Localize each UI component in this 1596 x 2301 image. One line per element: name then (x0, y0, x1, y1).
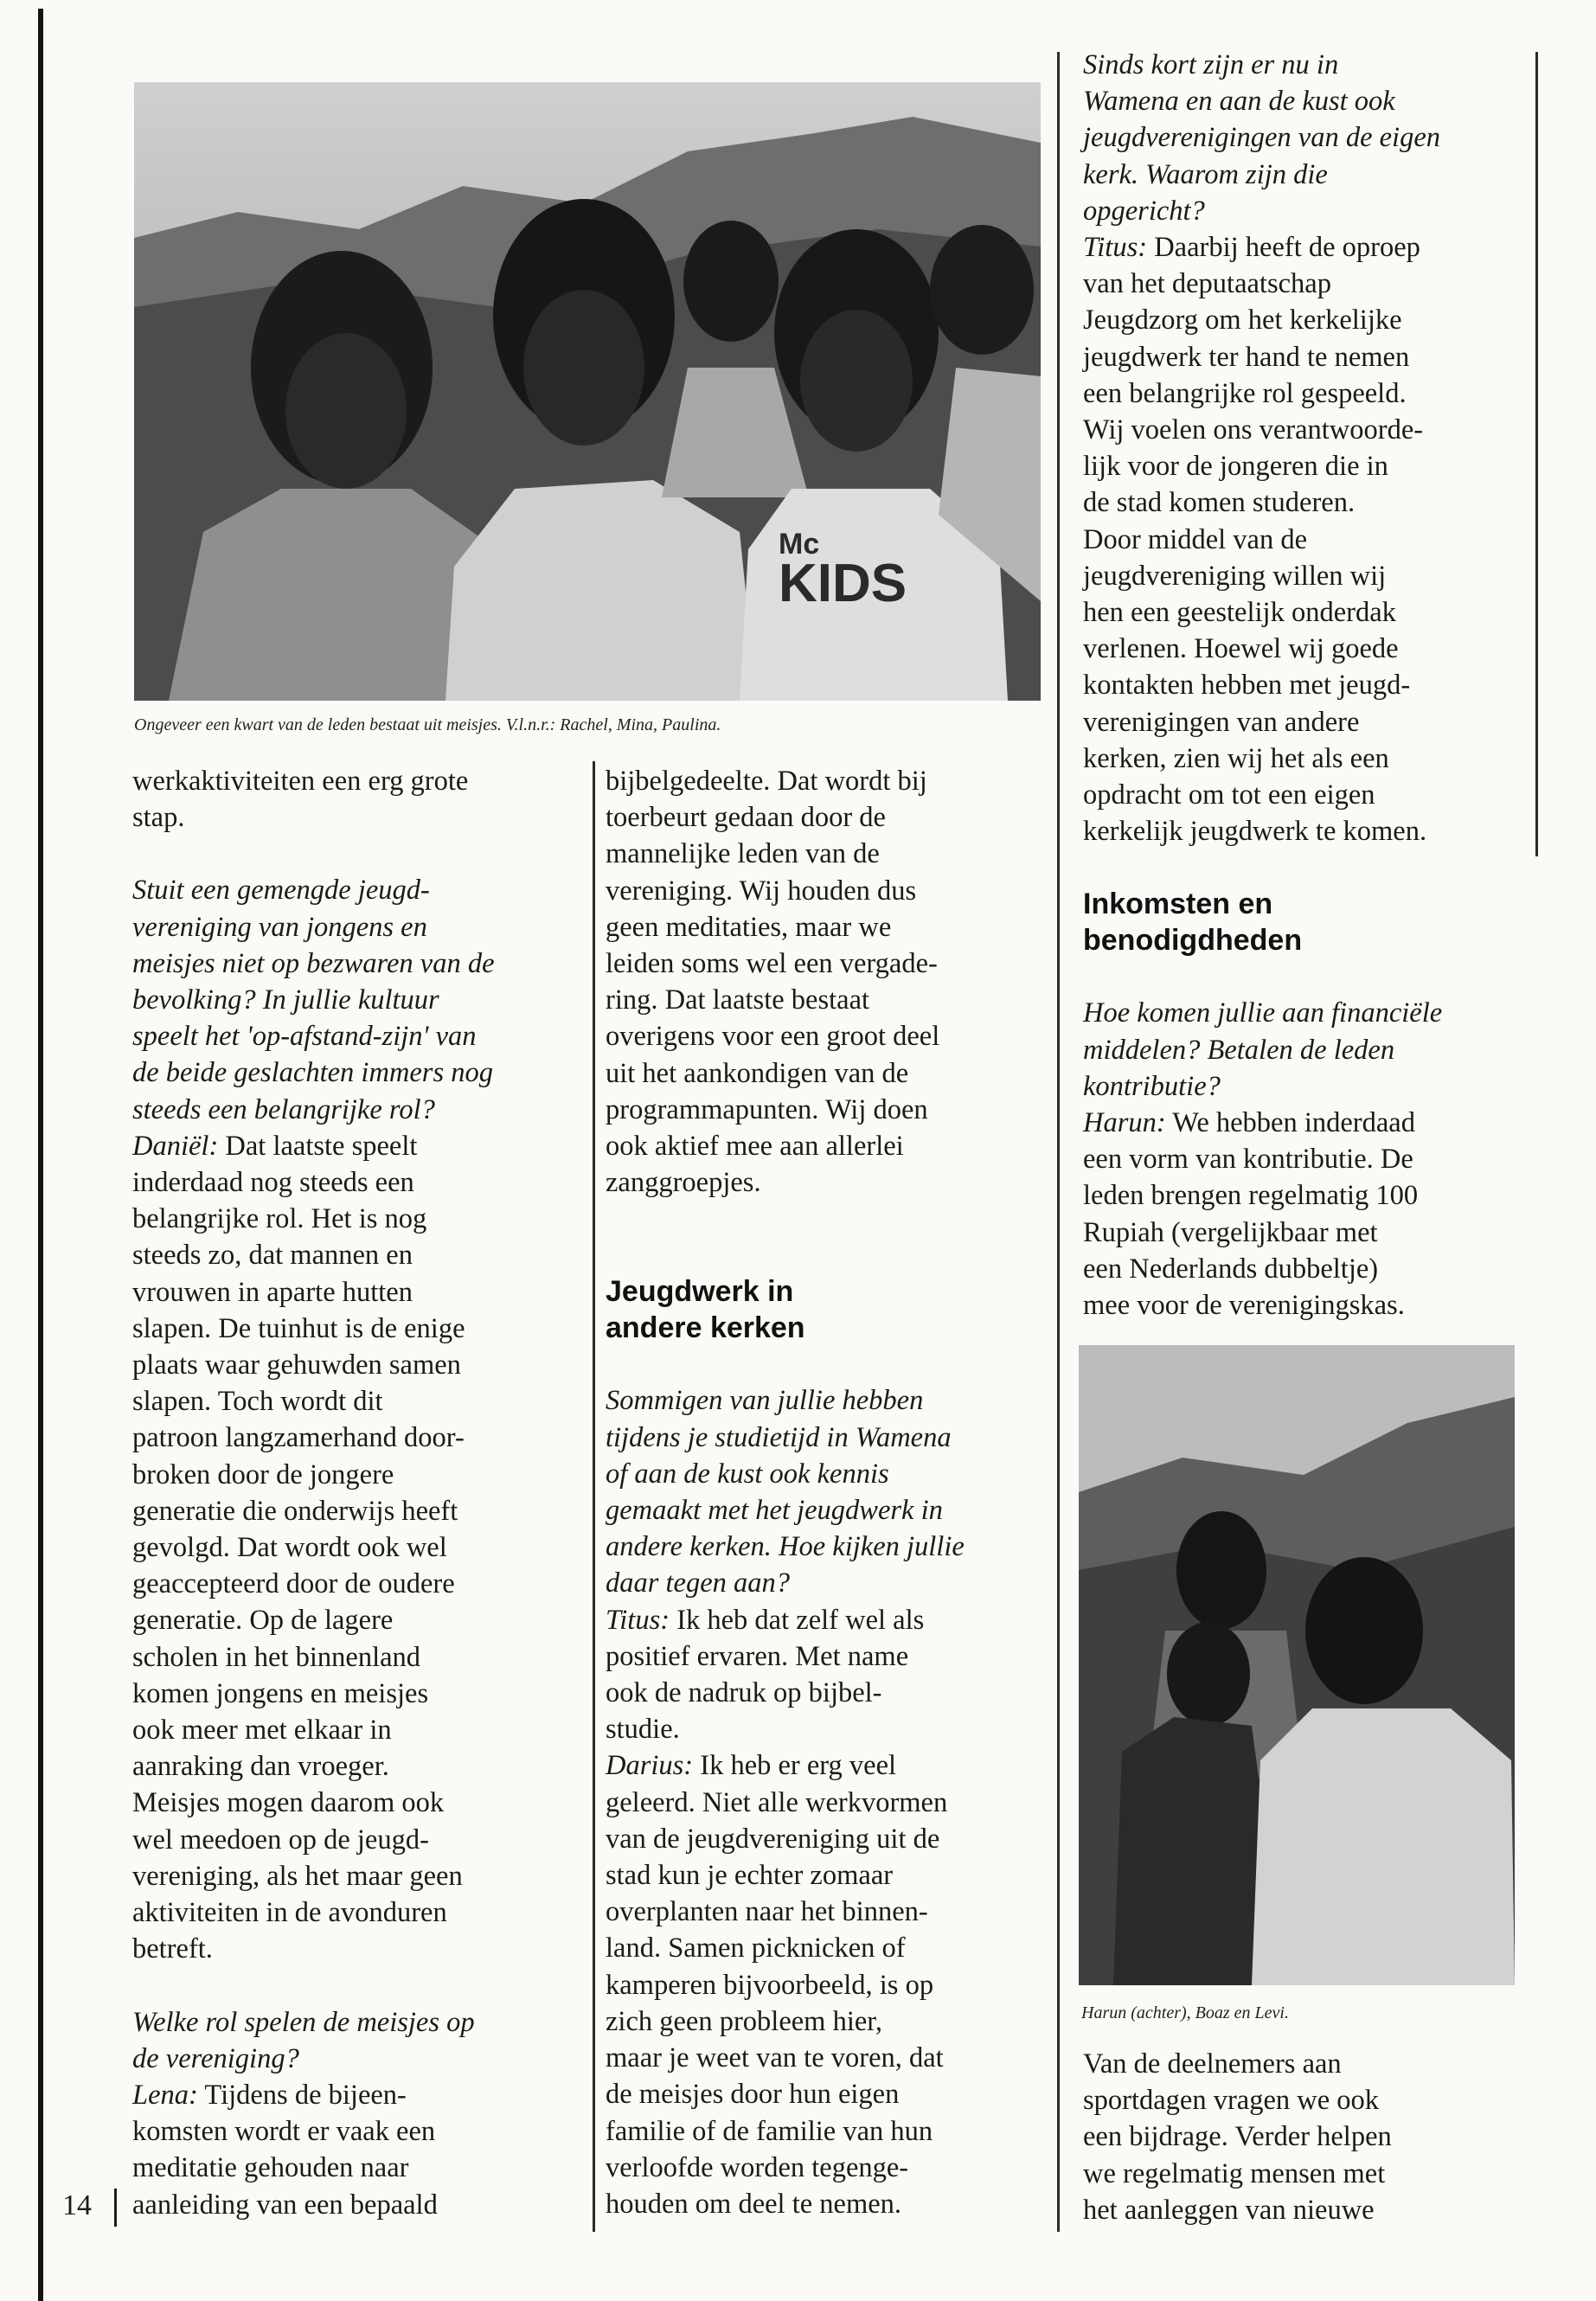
line-text: verenigingen van andere (1083, 706, 1360, 738)
text-line (606, 1018, 1051, 1054)
line-text: studie. (606, 1714, 680, 1746)
line-text: ook de nadruk op bijbel- (606, 1677, 882, 1709)
text-line (132, 1128, 591, 1164)
speaker-name: Harun: (1083, 1107, 1166, 1139)
column-3-bottom (1083, 2046, 1533, 2228)
text-line (606, 2113, 1051, 2150)
text-line (606, 836, 1051, 872)
text-line (132, 982, 591, 1018)
text-line (132, 945, 591, 982)
line-text: mee voor de verenigingskas. (1083, 1290, 1405, 1322)
line-text: scholen in het binnenland (132, 1641, 421, 1673)
text-line (132, 763, 591, 799)
line-text: programmapunten. Wij doen (606, 1093, 928, 1125)
line-text: verloofde worden tegenge- (606, 2151, 909, 2183)
paragraph (132, 763, 591, 836)
line-text: vereniging, als het maar geen (132, 1860, 463, 1892)
interview-question (1083, 995, 1533, 1105)
line-text: kontakten hebben met jeugd- (1083, 670, 1411, 702)
photo-bottom (1079, 1345, 1515, 1985)
line-text: Welke rol spelen de meisjes op (132, 2006, 475, 2038)
text-line (132, 2187, 591, 2223)
text-line (132, 1676, 591, 1712)
text-line (1083, 1177, 1533, 1214)
line-text: komen jongens en meisjes (132, 1677, 429, 1709)
text-line (132, 1931, 591, 1967)
text-line (606, 2186, 1051, 2222)
line-text: maar je weet van te voren, dat (606, 2042, 944, 2074)
line-text: aanleiding van een bepaald (132, 2189, 438, 2221)
text-line (132, 1237, 591, 1273)
line-text: overigens voor een groot deel (606, 1021, 940, 1053)
text-line (1083, 1032, 1533, 1068)
text-line (606, 909, 1051, 945)
paragraph (1083, 229, 1533, 849)
text-line (132, 1712, 591, 1748)
line-text: betreft. (132, 1933, 213, 1965)
line-text: Sinds kort zijn er nu in (1083, 49, 1339, 80)
line-text: steeds zo, dat mannen en (132, 1240, 413, 1272)
line-text: inderdaad nog steeds een (132, 1167, 414, 1199)
text-line (1083, 375, 1533, 412)
text-line (606, 1456, 1051, 1492)
paragraph (1083, 2046, 1533, 2228)
line-text: een Nederlands dubbeltje) (1083, 1253, 1379, 1285)
heading-line: Inkomsten en (1083, 888, 1273, 921)
line-text: van de jeugdvereniging uit de (606, 1823, 940, 1855)
line-text: broken door de jongere (132, 1458, 394, 1490)
text-line (132, 1748, 591, 1785)
line-text: mannelijke leden van de (606, 838, 880, 870)
line-text: plaats waar gehuwden samen (132, 1349, 461, 1381)
line-text: de stad komen studeren. (1083, 487, 1356, 519)
line-text: een vorm van kontributie. De (1083, 1144, 1413, 1176)
spacer (1083, 958, 1533, 995)
text-line (1083, 83, 1533, 119)
interview-question (1083, 47, 1533, 229)
text-line (132, 799, 591, 836)
text-line (606, 2003, 1051, 2040)
line-text: leden brengen regelmatig 100 (1083, 1180, 1419, 1212)
text-line (1083, 558, 1533, 594)
line-text: de beide geslachten immers nog (132, 1057, 493, 1089)
text-line (132, 2041, 591, 2077)
spacer (132, 836, 591, 872)
text-line (606, 1420, 1051, 1456)
section-heading (1083, 886, 1533, 958)
line-text: generatie die onderwijs heeft (132, 1495, 458, 1527)
line-text: andere kerken. Hoe kijken jullie (606, 1531, 965, 1563)
text-line (606, 1055, 1051, 1092)
text-line (606, 1164, 1051, 1201)
line-text: We hebben inderdaad (1165, 1107, 1415, 1139)
column-2 (606, 763, 1051, 2222)
text-line (1083, 47, 1533, 83)
speaker-name: Titus: (1083, 232, 1148, 264)
text-line (1083, 777, 1533, 813)
text-line (1083, 448, 1533, 484)
line-text: gemaakt met het jeugdwerk in (606, 1495, 943, 1527)
column-rule-3 (1057, 52, 1060, 2232)
spacer (1083, 849, 1533, 886)
line-text: jeugdwerk ter hand te nemen (1083, 341, 1410, 373)
photo-top-illustration (134, 82, 1041, 701)
interview-question (132, 2004, 591, 2077)
line-text: generatie. Op de lagere (132, 1605, 394, 1637)
text-line (606, 1092, 1051, 1128)
line-text: de meisjes door hun eigen (606, 2079, 900, 2111)
text-line (132, 1858, 591, 1894)
line-text: geaccepteerd door de oudere (132, 1568, 455, 1600)
line-text: geen meditaties, maar we (606, 911, 892, 943)
text-line (1083, 339, 1533, 375)
text-line (606, 1711, 1051, 1747)
text-line (132, 1092, 591, 1128)
caption-bottom: Harun (achter), Boaz en Levi. (1081, 2003, 1289, 2022)
text-line (132, 1822, 591, 1858)
text-line (606, 1857, 1051, 1894)
text-line (1083, 1105, 1533, 1141)
line-text: vereniging. Wij houden dus (606, 875, 917, 907)
text-line (1083, 667, 1533, 703)
text-line (1083, 1141, 1533, 1177)
text-line (1083, 631, 1533, 667)
column-3-top (1083, 47, 1533, 1324)
text-line (132, 1457, 591, 1493)
line-text: houden om deel te nemen. (606, 2188, 902, 2220)
paragraph (606, 1747, 1051, 2222)
line-text: hen een geestelijk onderdak (1083, 597, 1396, 629)
line-text: het aanleggen van nieuwe (1083, 2194, 1375, 2226)
paragraph (1083, 1105, 1533, 1324)
line-text: Stuit een gemengde jeugd- (132, 875, 430, 907)
line-text: bijbelgedeelte. Dat wordt bij (606, 766, 927, 797)
text-line (132, 1420, 591, 1456)
text-line (132, 1785, 591, 1821)
line-text: leiden soms wel een vergade- (606, 948, 938, 980)
line-text: Daarbij heeft de oproep (1147, 232, 1420, 264)
caption-top: Ongeveer een kwart van de leden bestaat uit meisjes. V.l.n.r.: Rachel, Mina, Paulina. (134, 715, 721, 734)
page-number: 14 (62, 2189, 92, 2221)
text-line (132, 1602, 591, 1638)
line-text: patroon langzamerhand door- (132, 1422, 465, 1454)
speaker-name: Titus: (606, 1604, 670, 1636)
line-text: opgericht? (1083, 195, 1205, 227)
text-line (1083, 813, 1533, 849)
line-text: Wamena en aan de kust ook (1083, 86, 1395, 118)
line-text: kerken, zien wij het als een (1083, 742, 1389, 774)
text-line (132, 2004, 591, 2041)
line-text: vrouwen in aparte hutten (132, 1276, 413, 1308)
line-text: aanraking dan vroeger. (132, 1751, 389, 1783)
text-line (1083, 1215, 1533, 1251)
text-line (606, 2150, 1051, 2186)
text-line (132, 1529, 591, 1566)
line-text: aktiviteiten in de avonduren (132, 1897, 447, 1929)
line-text: tijdens je studietijd in Wamena (606, 1421, 952, 1453)
line-text: speelt het 'op-afstand-zijn' van (132, 1021, 477, 1053)
section-heading (606, 1273, 1051, 1346)
heading-line: andere kerken (606, 1311, 805, 1345)
line-text: opdracht om tot een eigen (1083, 779, 1375, 811)
line-text: stad kun je echter zomaar (606, 1860, 894, 1892)
line-text: een bijdrage. Verder helpen (1083, 2121, 1392, 2153)
text-line (1083, 2156, 1533, 2192)
line-text: steeds een belangrijke rol? (132, 1093, 435, 1125)
text-line (606, 982, 1051, 1018)
text-line (132, 1639, 591, 1676)
text-line (1083, 119, 1533, 156)
text-line (606, 1785, 1051, 1821)
line-text: kerkelijk jeugdwerk te komen. (1083, 816, 1427, 848)
column-rule-right (1535, 52, 1538, 856)
text-line (132, 1164, 591, 1201)
line-text: kamperen bijvoorbeeld, is op (606, 1969, 934, 2001)
line-text: meditatie gehouden naar (132, 2152, 409, 2184)
text-line (606, 1382, 1051, 1419)
text-line (1083, 193, 1533, 229)
text-line (132, 1311, 591, 1347)
text-line (132, 1493, 591, 1529)
text-line (606, 1894, 1051, 1930)
line-text: uit het aankondigen van de (606, 1057, 909, 1089)
speaker-name: Lena: (132, 2079, 198, 2111)
line-text: overplanten naar het binnen- (606, 1896, 928, 1928)
text-line (132, 2113, 591, 2150)
text-line (606, 1821, 1051, 1857)
text-line (606, 1492, 1051, 1529)
line-text: kontributie? (1083, 1070, 1221, 1102)
text-line (132, 1274, 591, 1311)
text-line (1083, 229, 1533, 266)
text-line (132, 1018, 591, 1054)
line-text: we regelmatig mensen met (1083, 2157, 1386, 2189)
shirt-text-large: KIDS (779, 554, 907, 613)
text-line (606, 1529, 1051, 1565)
line-text: een belangrijke rol gespeeld. (1083, 377, 1407, 409)
photo-bottom-illustration (1079, 1345, 1515, 1985)
speaker-name: Daniël: (132, 1130, 219, 1162)
line-text: Sommigen van jullie hebben (606, 1385, 924, 1417)
text-line (132, 1054, 591, 1091)
text-line (132, 872, 591, 908)
column-1 (132, 763, 591, 2223)
spacer (606, 1237, 1051, 1273)
line-text: belangrijke rol. Het is nog (132, 1203, 427, 1235)
spacer (132, 1968, 591, 2004)
text-line (1083, 995, 1533, 1031)
line-text: Hoe komen jullie aan financiële (1083, 997, 1443, 1029)
text-line (606, 2040, 1051, 2076)
text-line (1083, 266, 1533, 302)
line-text: middelen? Betalen de leden (1083, 1034, 1395, 1066)
text-line (132, 909, 591, 945)
text-line (1083, 157, 1533, 193)
text-line (1083, 302, 1533, 338)
text-line (1083, 704, 1533, 740)
line-text: Dat laatste speelt (218, 1130, 418, 1162)
text-line (606, 1967, 1051, 2003)
line-text: meisjes niet op bezwaren van de (132, 947, 495, 979)
line-text: Rupiah (vergelijkbaar met (1083, 1216, 1378, 1248)
text-line (606, 1602, 1051, 1638)
line-text: jeugdvereniging willen wij (1083, 560, 1387, 592)
spacer (606, 1346, 1051, 1382)
line-text: Door middel van de (1083, 523, 1308, 555)
text-line (1083, 522, 1533, 558)
text-line (1083, 2118, 1533, 2155)
paragraph (606, 1602, 1051, 1748)
column-rule-2 (593, 761, 595, 2232)
text-line (606, 763, 1051, 799)
line-text: gevolgd. Dat wordt ook wel (132, 1532, 447, 1564)
line-text: Tijdens de bijeen- (197, 2079, 407, 2111)
text-line (606, 1930, 1051, 1966)
text-line (132, 2077, 591, 2113)
line-text: zich geen probleem hier, (606, 2005, 882, 2037)
line-text: daar tegen aan? (606, 1567, 791, 1599)
text-line (132, 1383, 591, 1420)
line-text: toerbeurt gedaan door de (606, 802, 886, 834)
paragraph (132, 2077, 591, 2223)
line-text: werkaktiviteiten een erg grote (132, 766, 469, 797)
line-text: ook meer met elkaar in (132, 1715, 392, 1747)
text-line (606, 1128, 1051, 1164)
paragraph (606, 763, 1051, 1201)
heading-line: benodigdheden (1083, 924, 1303, 958)
line-text: Van de deelnemers aan (1083, 2048, 1342, 2080)
text-line (606, 1675, 1051, 1711)
text-line (1083, 1068, 1533, 1105)
text-line (1083, 2082, 1533, 2118)
text-line (1083, 2192, 1533, 2228)
text-line (132, 2150, 591, 2186)
interview-question (606, 1382, 1051, 1601)
text-line (606, 799, 1051, 836)
line-text: ook aktief mee aan allerlei (606, 1131, 904, 1163)
line-text: land. Samen picknicken of (606, 1932, 906, 1965)
text-line (132, 1347, 591, 1383)
line-text: zanggroepjes. (606, 1167, 761, 1199)
line-text: stap. (132, 802, 185, 834)
text-line (1083, 412, 1533, 448)
text-line (132, 1201, 591, 1237)
page-number-rule (114, 2189, 117, 2227)
line-text: Meisjes mogen daarom ook (132, 1787, 445, 1819)
paragraph (132, 1128, 591, 1968)
shirt-text-small: Mc (779, 528, 820, 561)
line-text: de vereniging? (132, 2042, 299, 2074)
text-line (1083, 1251, 1533, 1287)
text-line (132, 1894, 591, 1931)
text-line (1083, 2046, 1533, 2082)
text-line (1083, 594, 1533, 631)
line-text: verlenen. Hoewel wij goede (1083, 633, 1399, 665)
text-line (1083, 740, 1533, 777)
line-text: komsten wordt er vaak een (132, 2116, 436, 2148)
text-line (1083, 1287, 1533, 1324)
text-line (606, 1565, 1051, 1601)
line-text: lijk voor de jongeren die in (1083, 451, 1388, 483)
line-text: vereniging van jongens en (132, 911, 427, 943)
line-text: jeugdverenigingen van de eigen (1083, 122, 1441, 154)
heading-line: Jeugdwerk in (606, 1275, 794, 1309)
line-text: kerk. Waarom zijn die (1083, 158, 1328, 190)
line-text: of aan de kust ook kennis (606, 1458, 889, 1490)
line-text: geleerd. Niet alle werkvormen (606, 1786, 948, 1818)
text-line (606, 945, 1051, 982)
spacer (606, 1201, 1051, 1237)
interview-question (132, 872, 591, 1127)
speaker-name: Darius: (606, 1750, 694, 1782)
line-text: Ik heb dat zelf wel als (670, 1604, 925, 1636)
photo-top (134, 82, 1041, 701)
line-text: wel meedoen op de jeugd- (132, 1823, 429, 1856)
line-text: van het deputaatschap (1083, 268, 1331, 300)
page-edge (38, 9, 43, 2301)
text-line (1083, 484, 1533, 521)
line-text: Jeugdzorg om het kerkelijke (1083, 304, 1402, 336)
line-text: slapen. Toch wordt dit (132, 1386, 383, 1418)
text-line (606, 1747, 1051, 1784)
text-line (606, 1638, 1051, 1675)
line-text: positief ervaren. Met name (606, 1640, 909, 1672)
line-text: bevolking? In jullie kultuur (132, 984, 439, 1016)
text-line (606, 2076, 1051, 2112)
line-text: slapen. De tuinhut is de enige (132, 1312, 465, 1344)
line-text: sportdagen vragen we ook (1083, 2085, 1380, 2117)
line-text: Wij voelen ons verantwoorde- (1083, 414, 1424, 446)
line-text: ring. Dat laatste bestaat (606, 984, 870, 1016)
text-line (132, 1566, 591, 1602)
line-text: familie of de familie van hun (606, 2115, 933, 2147)
line-text: Ik heb er erg veel (693, 1750, 897, 1782)
text-line (606, 873, 1051, 909)
